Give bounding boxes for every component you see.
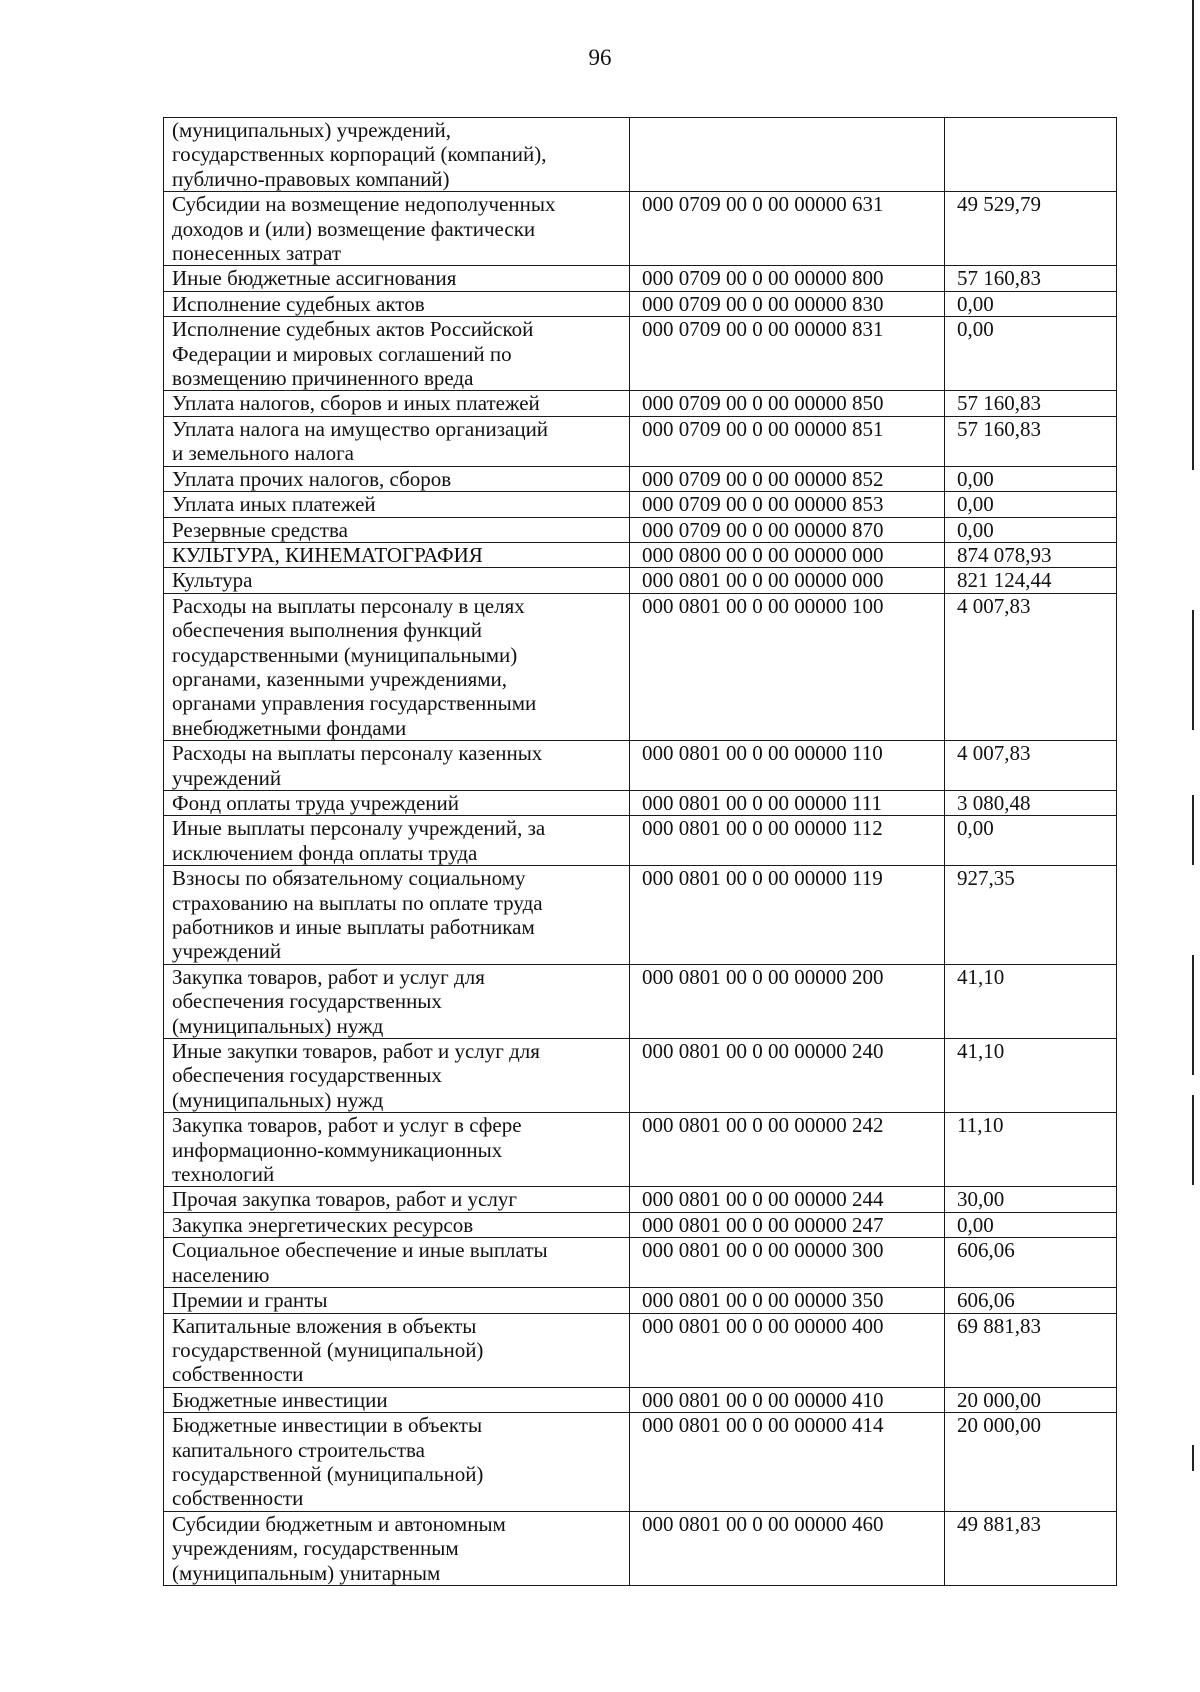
cell-sum: 11,10 xyxy=(945,1113,1117,1187)
table-row xyxy=(164,492,1117,517)
cell-code: 000 0709 00 0 00 00000 870 xyxy=(630,517,945,542)
cell-sum: 20 000,00 xyxy=(945,1387,1117,1412)
cell-code: 000 0709 00 0 00 00000 800 xyxy=(630,266,945,291)
cell-sum: 3 080,48 xyxy=(945,790,1117,815)
cell-sum: 30,00 xyxy=(945,1187,1117,1212)
cell-name: Субсидии на возмещение недополученных доходов и (или) возмещение фактически понесенных затрат xyxy=(164,192,630,266)
table-row xyxy=(164,593,1117,740)
cell-sum: 0,00 xyxy=(945,291,1117,316)
cell-code: 000 0801 00 0 00 00000 200 xyxy=(630,964,945,1038)
table-row xyxy=(164,1212,1117,1237)
cell-sum: 4 007,83 xyxy=(945,593,1117,740)
cell-name: Иные выплаты персоналу учреждений, за исключением фонда оплаты труда xyxy=(164,816,630,866)
budget-table-body xyxy=(164,118,1117,1586)
table-row xyxy=(164,291,1117,316)
cell-code: 000 0801 00 0 00 00000 414 xyxy=(630,1413,945,1512)
scan-edge-mark xyxy=(1192,610,1194,730)
cell-sum: 57 160,83 xyxy=(945,266,1117,291)
scan-edge-mark xyxy=(1192,1445,1194,1471)
table-row xyxy=(164,1187,1117,1212)
cell-name: Закупка товаров, работ и услуг в сфере информационно-коммуникационных технологий xyxy=(164,1113,630,1187)
table-row xyxy=(164,1113,1117,1187)
table-row xyxy=(164,266,1117,291)
cell-code: 000 0801 00 0 00 00000 000 xyxy=(630,568,945,593)
table-row xyxy=(164,816,1117,866)
page-number: 96 xyxy=(588,45,612,70)
cell-sum: 49 881,83 xyxy=(945,1511,1117,1585)
table-row xyxy=(164,118,1117,192)
table-row xyxy=(164,790,1117,815)
cell-code: 000 0801 00 0 00 00000 110 xyxy=(630,741,945,791)
table-row xyxy=(164,741,1117,791)
cell-code: 000 0709 00 0 00 00000 851 xyxy=(630,416,945,466)
table-row xyxy=(164,466,1117,491)
cell-code: 000 0801 00 0 00 00000 410 xyxy=(630,1387,945,1412)
table-row xyxy=(164,866,1117,965)
cell-name: КУЛЬТУРА, КИНЕМАТОГРАФИЯ xyxy=(164,542,630,567)
cell-name: Капитальные вложения в объекты государственной (муниципальной) собственности xyxy=(164,1313,630,1387)
cell-name: Расходы на выплаты персоналу казенных учреждений xyxy=(164,741,630,791)
cell-code: 000 0801 00 0 00 00000 400 xyxy=(630,1313,945,1387)
cell-sum: 0,00 xyxy=(945,492,1117,517)
table-row xyxy=(164,1387,1117,1412)
cell-code: 000 0801 00 0 00 00000 300 xyxy=(630,1238,945,1288)
cell-code: 000 0800 00 0 00 00000 000 xyxy=(630,542,945,567)
scan-edge-mark xyxy=(1192,955,1194,1075)
table-row xyxy=(164,391,1117,416)
cell-name: Прочая закупка товаров, работ и услуг xyxy=(164,1187,630,1212)
table-row xyxy=(164,1039,1117,1113)
cell-name: Уплата налогов, сборов и иных платежей xyxy=(164,391,630,416)
cell-code: 000 0801 00 0 00 00000 112 xyxy=(630,816,945,866)
cell-name: Субсидии бюджетным и автономным учреждениям, государственным (муниципальным) унитарным xyxy=(164,1511,630,1585)
cell-name: Культура xyxy=(164,568,630,593)
cell-name: Закупка энергетических ресурсов xyxy=(164,1212,630,1237)
cell-sum: 0,00 xyxy=(945,1212,1117,1237)
table-row xyxy=(164,964,1117,1038)
cell-code: 000 0801 00 0 00 00000 119 xyxy=(630,866,945,965)
cell-sum: 927,35 xyxy=(945,866,1117,965)
scan-edge-mark xyxy=(1192,795,1194,865)
cell-code: 000 0709 00 0 00 00000 631 xyxy=(630,192,945,266)
cell-sum: 821 124,44 xyxy=(945,568,1117,593)
table-row xyxy=(164,568,1117,593)
table-row xyxy=(164,1238,1117,1288)
table-row xyxy=(164,1413,1117,1512)
cell-name: Закупка товаров, работ и услуг для обеспечения государственных (муниципальных) нужд xyxy=(164,964,630,1038)
cell-sum: 0,00 xyxy=(945,517,1117,542)
table-row xyxy=(164,1288,1117,1313)
cell-code: 000 0801 00 0 00 00000 111 xyxy=(630,790,945,815)
cell-sum: 41,10 xyxy=(945,1039,1117,1113)
table-row xyxy=(164,416,1117,466)
table-row xyxy=(164,1313,1117,1387)
cell-name: Уплата прочих налогов, сборов xyxy=(164,466,630,491)
cell-name: Иные бюджетные ассигнования xyxy=(164,266,630,291)
cell-sum: 4 007,83 xyxy=(945,741,1117,791)
cell-name: Взносы по обязательному социальному страхованию на выплаты по оплате труда работников и иные выплаты работникам учреждений xyxy=(164,866,630,965)
cell-name: Расходы на выплаты персоналу в целях обеспечения выполнения функций государственными (муниципальными) органами, казенными учреждениями, органами управления государственными внебюджетными фондами xyxy=(164,593,630,740)
cell-name: Иные закупки товаров, работ и услуг для обеспечения государственных (муниципальных) нужд xyxy=(164,1039,630,1113)
cell-code: 000 0801 00 0 00 00000 240 xyxy=(630,1039,945,1113)
cell-code: 000 0709 00 0 00 00000 852 xyxy=(630,466,945,491)
cell-code: 000 0709 00 0 00 00000 830 xyxy=(630,291,945,316)
cell-sum: 874 078,93 xyxy=(945,542,1117,567)
cell-sum: 41,10 xyxy=(945,964,1117,1038)
cell-name: Бюджетные инвестиции в объекты капитального строительства государственной (муниципальной) собственности xyxy=(164,1413,630,1512)
cell-sum: 606,06 xyxy=(945,1238,1117,1288)
cell-sum: 0,00 xyxy=(945,317,1117,391)
cell-name: Премии и гранты xyxy=(164,1288,630,1313)
cell-sum: 57 160,83 xyxy=(945,391,1117,416)
cell-code: 000 0801 00 0 00 00000 100 xyxy=(630,593,945,740)
cell-code: 000 0801 00 0 00 00000 247 xyxy=(630,1212,945,1237)
cell-name: Уплата иных платежей xyxy=(164,492,630,517)
scan-edge-mark xyxy=(1192,0,1194,470)
cell-sum: 57 160,83 xyxy=(945,416,1117,466)
cell-name: Бюджетные инвестиции xyxy=(164,1387,630,1412)
cell-sum: 0,00 xyxy=(945,816,1117,866)
scan-edge-mark xyxy=(1192,1095,1194,1185)
cell-code: 000 0801 00 0 00 00000 460 xyxy=(630,1511,945,1585)
budget-table xyxy=(163,117,1117,1586)
table-row xyxy=(164,317,1117,391)
cell-name: Фонд оплаты труда учреждений xyxy=(164,790,630,815)
cell-code: 000 0709 00 0 00 00000 831 xyxy=(630,317,945,391)
cell-name: Социальное обеспечение и иные выплаты населению xyxy=(164,1238,630,1288)
cell-name: Уплата налога на имущество организаций и земельного налога xyxy=(164,416,630,466)
cell-sum: 49 529,79 xyxy=(945,192,1117,266)
cell-code: 000 0709 00 0 00 00000 850 xyxy=(630,391,945,416)
cell-code: 000 0801 00 0 00 00000 350 xyxy=(630,1288,945,1313)
cell-sum: 20 000,00 xyxy=(945,1413,1117,1512)
cell-name: Резервные средства xyxy=(164,517,630,542)
cell-sum: 606,06 xyxy=(945,1288,1117,1313)
cell-code: 000 0801 00 0 00 00000 242 xyxy=(630,1113,945,1187)
cell-sum: 0,00 xyxy=(945,466,1117,491)
cell-code xyxy=(630,118,945,192)
table-row xyxy=(164,542,1117,567)
cell-code: 000 0709 00 0 00 00000 853 xyxy=(630,492,945,517)
cell-sum: 69 881,83 xyxy=(945,1313,1117,1387)
cell-name: (муниципальных) учреждений, государственных корпораций (компаний), публично-правовых компаний) xyxy=(164,118,630,192)
table-row xyxy=(164,517,1117,542)
table-row xyxy=(164,1511,1117,1585)
cell-code: 000 0801 00 0 00 00000 244 xyxy=(630,1187,945,1212)
cell-name: Исполнение судебных актов Российской Федерации и мировых соглашений по возмещению причиненного вреда xyxy=(164,317,630,391)
cell-name: Исполнение судебных актов xyxy=(164,291,630,316)
table-row xyxy=(164,192,1117,266)
cell-sum xyxy=(945,118,1117,192)
